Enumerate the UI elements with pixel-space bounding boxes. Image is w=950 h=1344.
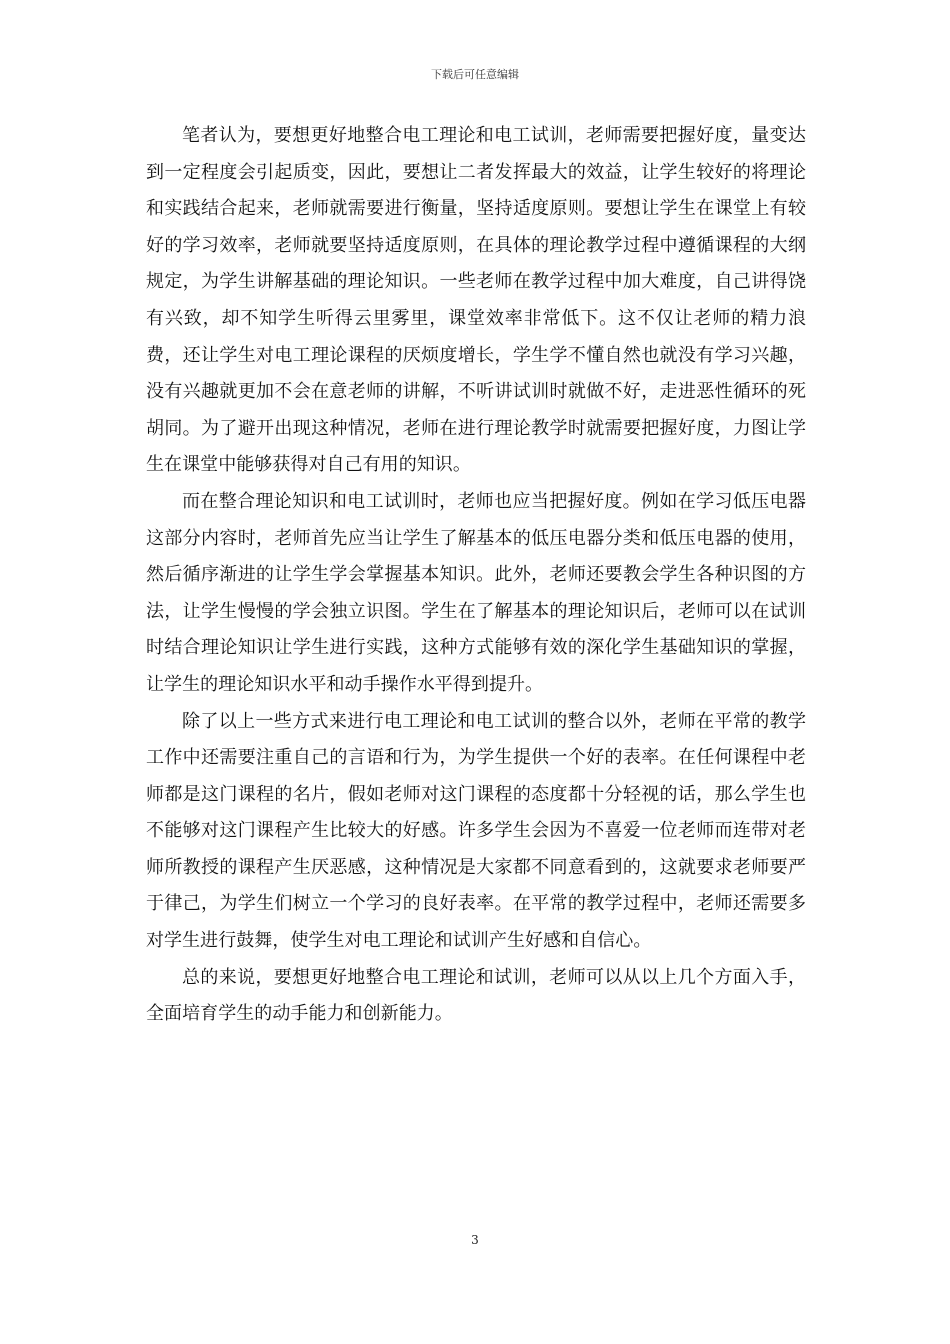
- paragraph-4: 总的来说，要想更好地整合电工理论和试训，老师可以从以上几个方面入手，全面培育学生的动手能力和创新能力。: [146, 966, 806, 1025]
- page-header: 下载后可任意编辑: [431, 68, 519, 81]
- paragraph-1: 笔者认为，要想更好地整合电工理论和电工试训，老师需要把握好度，量变达到一定程度会引起质变，因此，要想让二者发挥最大的效益，让学生较好的将理论和实践结合起来，老师就需要进行衡量，坚持适度原则。要想让学生在课堂上有较好的学习效率，老师就要坚持适度原则，在具体的理论教学过程中遵循课程的大纲规定，为学生讲解基础的理论知识。一些老师在教学过程中加大难度，自己讲得饶有兴致，却不知学生听得云里雾里，课堂效率非常低下。这不仅让老师的精力浪费，还让学生对电工理论课程的厌烦度增长，学生学不懂自然也就没有学习兴趣，没有兴趣就更加不会在意老师的讲解，不听讲试训时就做不好，走进恶性循环的死胡同。为了避开出现这种情况，老师在进行理论教学时就需要把握好度，力图让学生在课堂中能够获得对自己有用的知识。: [146, 125, 806, 476]
- paragraph-2: 而在整合理论知识和电工试训时，老师也应当把握好度。例如在学习低压电器这部分内容时，老师首先应当让学生了解基本的低压电器分类和低压电器的使用，然后循序渐进的让学生学会掌握基本知识。此外，老师还要教会学生各种识图的方法，让学生慢慢的学会独立识图。学生在了解基本的理论知识后，老师可以在试训时结合理论知识让学生进行实践，这种方式能够有效的深化学生基础知识的掌握，让学生的理论知识水平和动手操作水平得到提升。: [146, 490, 806, 695]
- page-number: 3: [471, 1233, 479, 1247]
- paragraph-3: 除了以上一些方式来进行电工理论和电工试训的整合以外，老师在平常的教学工作中还需要注重自己的言语和行为，为学生提供一个好的表率。在任何课程中老师都是这门课程的名片，假如老师对这门课程的态度都十分轻视的话，那么学生也不能够对这门课程产生比较大的好感。许多学生会因为不喜爱一位老师而连带对老师所教授的课程产生厌恶感，这种情况是大家都不同意看到的，这就要求老师要严于律己，为学生们树立一个学习的良好表率。在平常的教学过程中，老师还需要多对学生进行鼓舞，使学生对电工理论和试训产生好感和自信心。: [146, 710, 806, 952]
- document-body: [146, 118, 806, 1033]
